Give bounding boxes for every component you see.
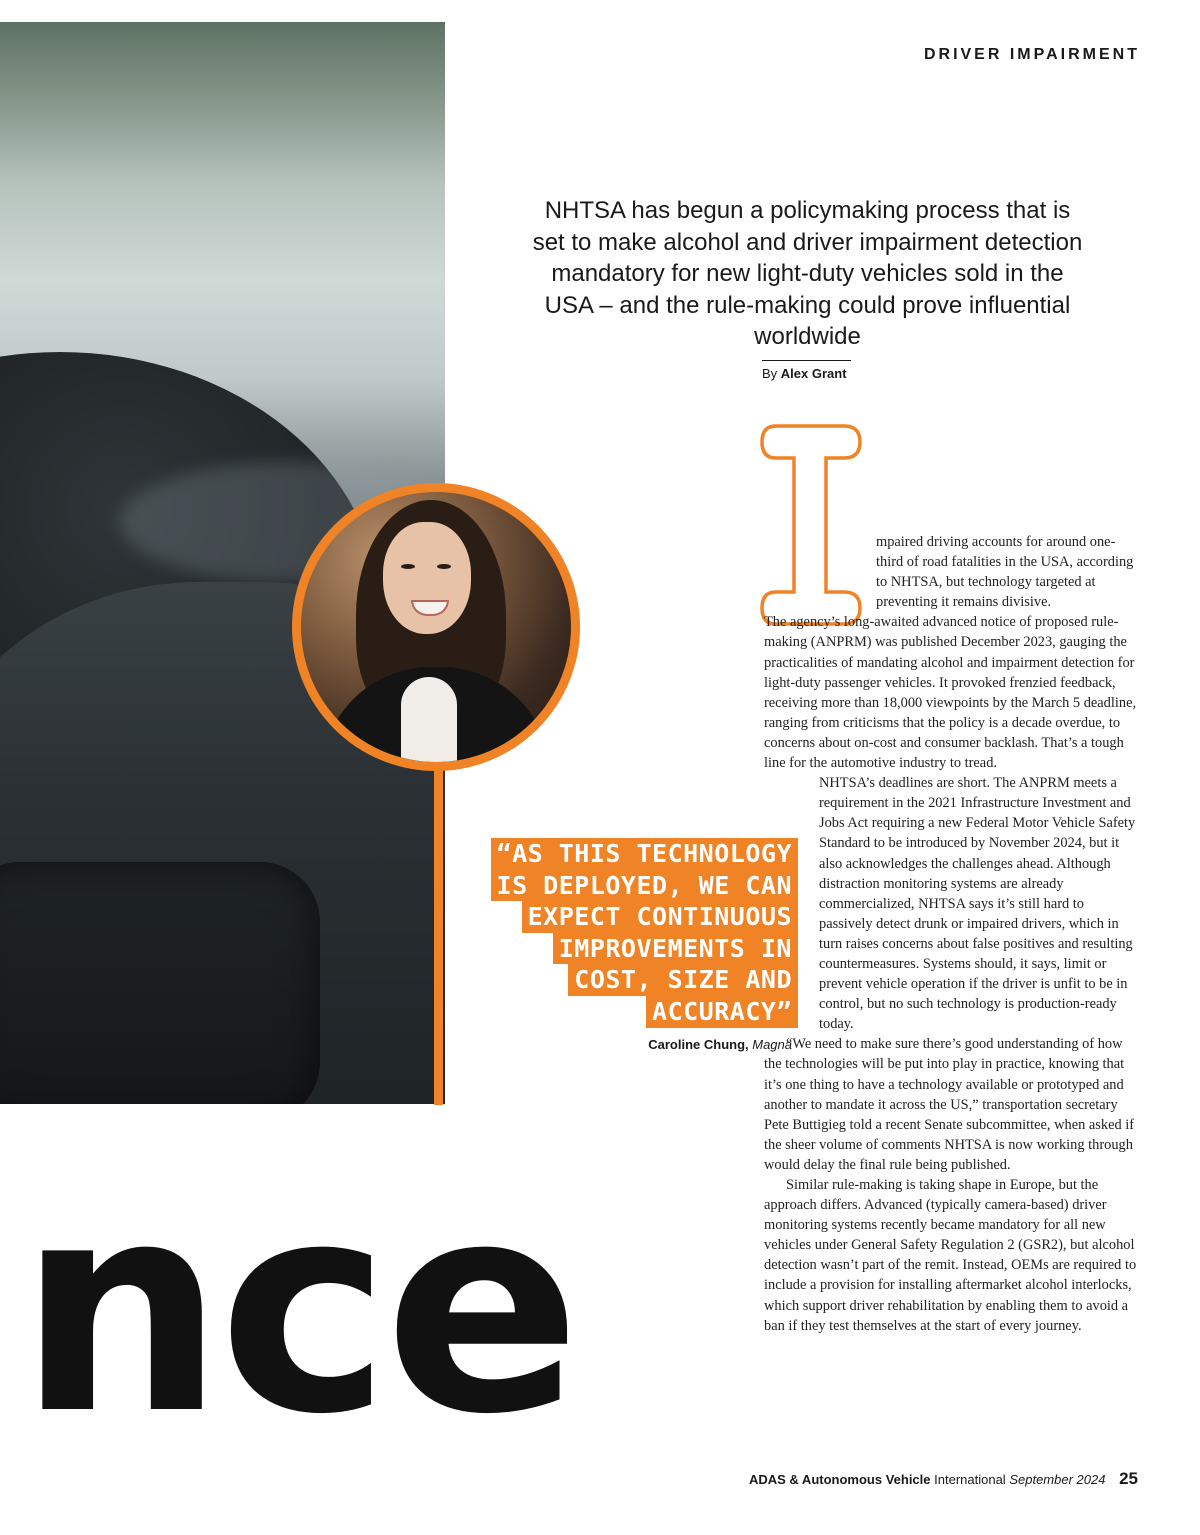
pull-quote [470, 838, 798, 1028]
portrait-stem [434, 760, 443, 1105]
section-label: DRIVER IMPAIRMENT [923, 46, 1140, 63]
pull-quote-line: IMPROVEMENTS IN [553, 933, 798, 965]
body-paragraph-rest: The agency’s long-awaited advanced notice of proposed rule-making (ANPRM) was published December 2023, gauging the practicalities of mandating alcohol and impairment detection for light-duty passenger vehicles. It provoked frenzied feedback, receiving more than 18,000 viewpoints by the March 5 deadline, ranging from criticisms that the policy is a decade overdue, to concerns about on-cost and consumer backlash. That’s a tough line for the automotive industry to tread. [764, 614, 1137, 772]
portrait-eye [437, 564, 451, 569]
byline [762, 366, 847, 381]
pull-quote-line: ACCURACY” [646, 996, 798, 1028]
portrait-face [383, 522, 471, 634]
body-paragraph: “We need to make sure there’s good understanding of how the technologies will be put into play in practice, knowing that it’s one thing to have a technology available or prototyped and another to mandate it across the US,” transportation secretary Pete Buttigieg told a recent Senate subcommittee, when asked if the sheer volume of comments NHTSA is now working through would delay the final rule being published. [764, 1036, 1135, 1173]
standfirst: NHTSA has begun a policymaking process that is set to make alcohol and driver impairment detection mandatory for new light-duty vehicles sold in the USA – and the rule-making could prove influential worldwide [532, 197, 1083, 350]
body-paragraph: NHTSA’s deadlines are short. The ANPRM meets a requirement in the 2021 Infrastructure Investment and Jobs Act requiring a new Federal Motor Vehicle Safety Standard to be introduced by November 2024, but it also acknowledges the challenges ahead. Although distraction monitoring systems are already commercialized, NHTSA says it’s still hard to passively detect drunk or impaired drivers, which in turn raises concerns about false positives and resulting countermeasures. Systems should, it says, limit or prevent vehicle operation if the driver is unfit to be in control, but no such technology is production-ready today. [819, 775, 1136, 1033]
portrait-photo [292, 483, 580, 771]
folio [749, 1469, 1138, 1489]
byline-prefix: By [762, 366, 778, 381]
body-paragraph [764, 532, 1138, 773]
pull-quote-line: “AS THIS TECHNOLOGY [491, 838, 798, 870]
pull-quote-line: COST, SIZE AND [568, 964, 798, 996]
issue-date: September 2024 [1009, 1472, 1106, 1487]
portrait-top [401, 677, 457, 767]
publication-name: ADAS & Autonomous Vehicle [748, 1472, 931, 1487]
body-paragraph: Similar rule-making is taking shape in Europe, but the approach differs. Advanced (typically camera-based) driver monitoring systems recently became mandatory for all new vehicles under General Safety Regulation 2 (GSR2), but alcohol detection wasn’t part of the remit. Instead, OEMs are required to include a provision for installing aftermarket alcohol interlocks, which support driver rehabilitation by enabling them to avoid a ban if they test themselves at the start of every journey. [764, 1177, 1137, 1334]
headline-fragment: nce [18, 1141, 576, 1478]
pull-quote-line: EXPECT CONTINUOUS [522, 901, 798, 933]
article-body [764, 532, 1138, 1336]
page-number: 25 [1119, 1469, 1138, 1488]
pull-quote-name: Caroline Chung, [648, 1037, 749, 1052]
publication-name-rest: International [934, 1472, 1006, 1487]
body-paragraph-lead: mpaired driving accounts for around one-third of road fatalities in the USA, according to NHTSA, but technology targeted at preventing it remains divisive. [876, 534, 1134, 611]
byline-author: Alex Grant [780, 366, 847, 381]
pull-quote-line: IS DEPLOYED, WE CAN [491, 870, 798, 902]
byline-rule [762, 360, 851, 361]
portrait-eye [401, 564, 415, 569]
pull-quote-company: Magna [752, 1037, 792, 1052]
dashboard-vent [0, 862, 320, 1104]
